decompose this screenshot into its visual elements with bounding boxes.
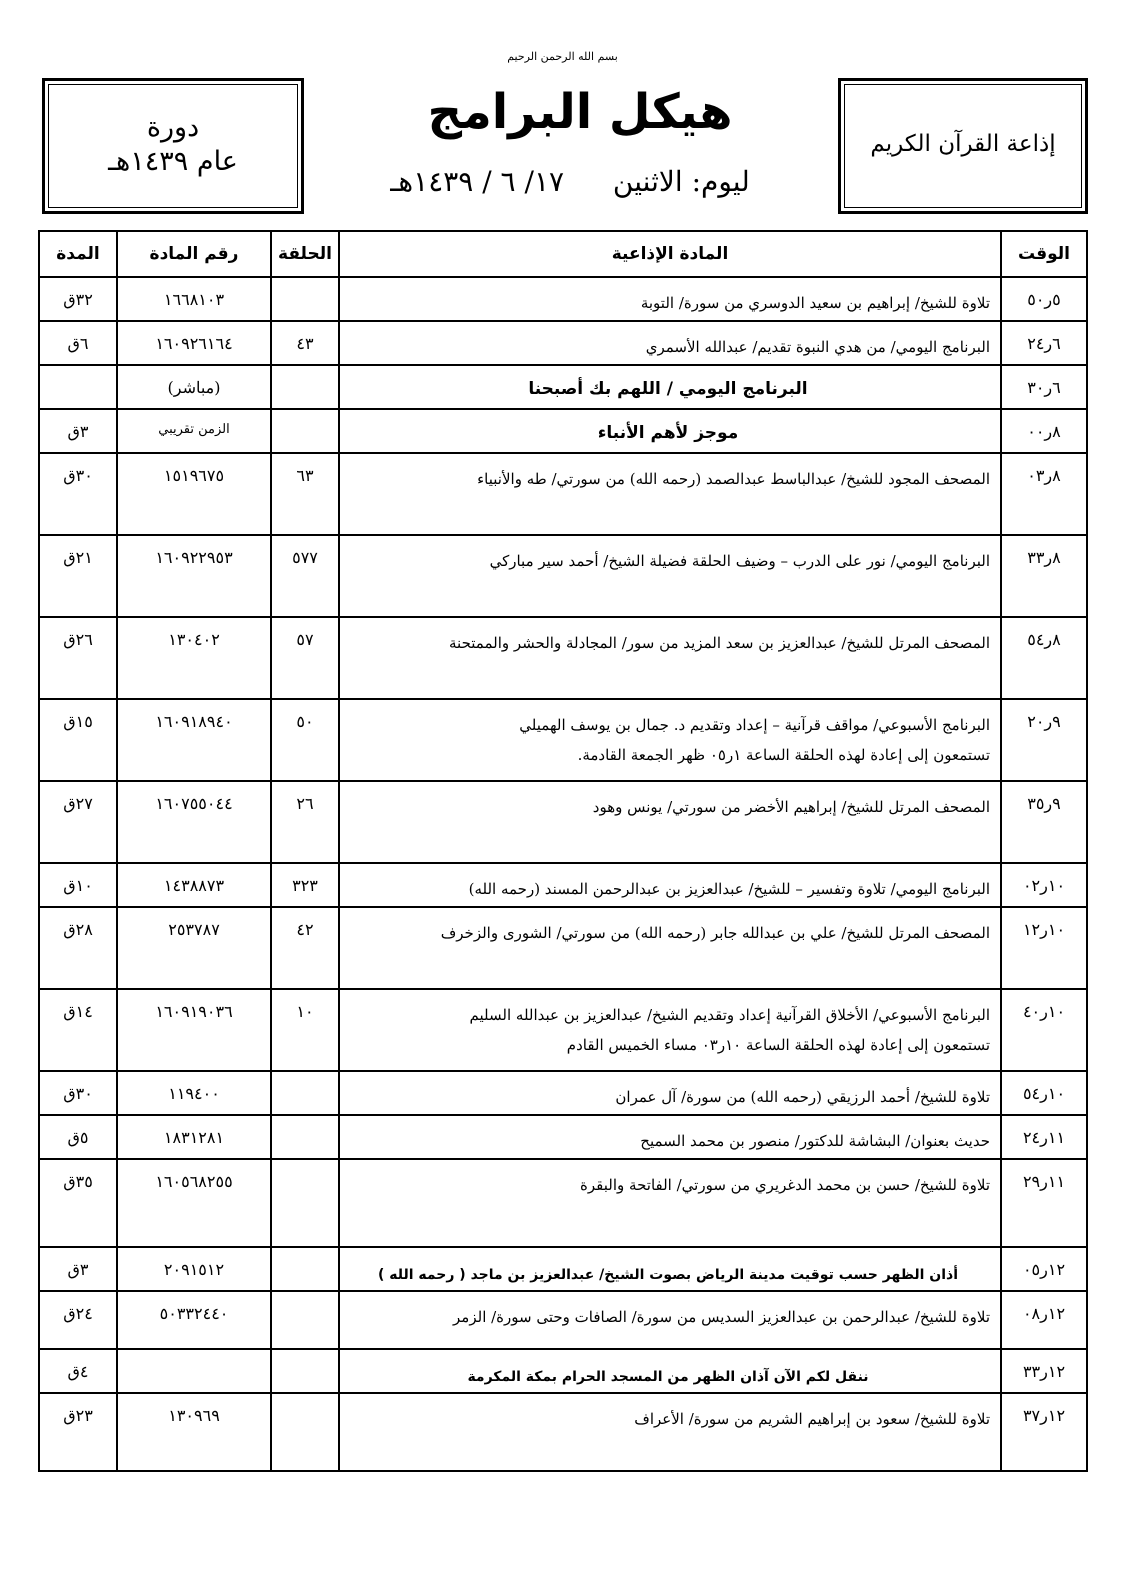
schedule-table [38,230,1088,1472]
row-time: ٥ر٥٠ [1001,277,1087,321]
row-time: ٨ر٥٤ [1001,617,1087,699]
row-material-line: البرنامج الأسبوعي/ الأخلاق القرآنية إعداد وتقديم الشيخ/ عبدالعزيز بن عبدالله السليم [469,1006,990,1024]
row-material: المصحف المرتل للشيخ/ إبراهيم الأخضر من سورتي/ يونس وهود [339,781,1001,863]
row-duration: ٣٥ق [39,1159,117,1247]
row-episode [271,1393,339,1471]
row-time: ٨ر٠٠ [1001,409,1087,453]
row-time: ١٠ر٠٢ [1001,863,1087,907]
row-episode [271,277,339,321]
table-row [39,365,1087,409]
row-material: المصحف المجود للشيخ/ عبدالباسط عبدالصمد (رحمه الله) من سورتي/ طه والأنبياء [339,453,1001,535]
row-time: ١٠ر٤٠ [1001,989,1087,1071]
row-number: ١٤٣٨٨٧٣ [117,863,271,907]
row-episode [271,1349,339,1393]
row-number: ١٦٠٩١٨٩٤٠ [117,699,271,781]
cycle-text [45,111,301,179]
row-number: ١٦٠٩١٩٠٣٦ [117,989,271,1071]
row-duration: ٢١ق [39,535,117,617]
row-episode [271,1159,339,1247]
table-row [39,1247,1087,1291]
row-time: ١١ر٢٩ [1001,1159,1087,1247]
row-duration: ٣٠ق [39,1071,117,1115]
row-episode [271,1071,339,1115]
table-row [39,453,1087,535]
row-episode: ٥٧ [271,617,339,699]
row-duration: ٣٠ق [39,453,117,535]
row-duration: ٢٨ق [39,907,117,989]
row-number: ١١٩٤٠٠ [117,1071,271,1115]
row-material: تلاوة للشيخ/ سعود بن إبراهيم الشريم من سورة/ الأعراف [339,1393,1001,1471]
table-row [39,1291,1087,1349]
table-row [39,409,1087,453]
row-time: ١٢ر٣٧ [1001,1393,1087,1471]
table-header-row [39,231,1087,277]
row-duration: ١٠ق [39,863,117,907]
row-duration: ٣٢ق [39,277,117,321]
row-number: ١٦٠٥٦٨٢٥٥ [117,1159,271,1247]
cycle-line-2: عام ١٤٣٩هـ [108,146,238,177]
row-time: ١١ر٢٤ [1001,1115,1087,1159]
station-box [838,78,1088,214]
row-number: ٥٠٣٣٢٤٤٠ [117,1291,271,1349]
row-number [117,1349,271,1393]
row-number: ٢٥٣٧٨٧ [117,907,271,989]
table-row [39,863,1087,907]
row-duration: ٢٦ق [39,617,117,699]
row-number: (مباشر) [117,365,271,409]
table-row [39,277,1087,321]
row-material: البرنامج اليومي/ تلاوة وتفسير – للشيخ/ عبدالعزيز بن عبدالرحمن المسند (رحمه الله) [339,863,1001,907]
row-duration: ٤ق [39,1349,117,1393]
row-rebroadcast-note: تستمعون إلى إعادة لهذه الحلقة الساعة ١ر٠٥ ظهر الجمعة القادمة. [577,746,990,764]
row-material-line: البرنامج الأسبوعي/ مواقف قرآنية – إعداد وتقديم د. جمال بن يوسف الهميلي [519,716,990,734]
row-rebroadcast-note: تستمعون إلى إعادة لهذه الحلقة الساعة ١٠ر٠٣ مساء الخميس القادم [566,1036,990,1054]
row-material [339,699,1001,781]
row-duration: ٣ق [39,409,117,453]
row-episode: ٥٧٧ [271,535,339,617]
row-material: تلاوة للشيخ/ حسن بن محمد الدغريري من سورتي/ الفاتحة والبقرة [339,1159,1001,1247]
row-time: ٩ر٣٥ [1001,781,1087,863]
day-label: ليوم: الاثنين [612,165,750,198]
row-material: ننقل لكم الآن آذان الظهر من المسجد الحرام بمكة المكرمة [339,1349,1001,1393]
row-duration: ١٤ق [39,989,117,1071]
row-episode: ٦٣ [271,453,339,535]
header-episode: الحلقة [271,231,339,277]
row-time: ١٢ر٠٨ [1001,1291,1087,1349]
header-material: المادة الإذاعية [339,231,1001,277]
row-material: البرنامج اليومي / اللهم بك أصبحنا [339,365,1001,409]
row-time: ٨ر٠٣ [1001,453,1087,535]
row-duration: ٢٣ق [39,1393,117,1471]
row-material: تلاوة للشيخ/ عبدالرحمن بن عبدالعزيز السديس من سورة/ الصافات وحتى سورة/ الزمر [339,1291,1001,1349]
row-number: ١٦٠٩٢٦١٦٤ [117,321,271,365]
date-line [330,165,810,198]
row-material [339,989,1001,1071]
row-material: تلاوة للشيخ/ أحمد الرزيقي (رحمه الله) من سورة/ آل عمران [339,1071,1001,1115]
row-number: ١٣٠٩٦٩ [117,1393,271,1471]
table-row [39,989,1087,1071]
table-row [39,1159,1087,1247]
row-duration [39,365,117,409]
table-row [39,781,1087,863]
page-title: هيكل البرامج [427,84,733,140]
row-material: تلاوة للشيخ/ إبراهيم بن سعيد الدوسري من سورة/ التوبة [339,277,1001,321]
row-duration: ٣ق [39,1247,117,1291]
basmala: بسم الله الرحمن الرحيم [507,50,618,63]
table-row [39,1071,1087,1115]
row-duration: ٢٧ق [39,781,117,863]
row-time: ٨ر٣٣ [1001,535,1087,617]
row-episode [271,365,339,409]
row-material: البرنامج اليومي/ نور على الدرب – وضيف الحلقة فضيلة الشيخ/ أحمد سير مباركي [339,535,1001,617]
row-material: أذان الظهر حسب توقيت مدينة الرياض بصوت الشيخ/ عبدالعزيز بن ماجد ( رحمه الله ) [339,1247,1001,1291]
header-duration: المدة [39,231,117,277]
row-number: ١٣٠٤٠٢ [117,617,271,699]
table-row [39,699,1087,781]
row-episode [271,1115,339,1159]
row-episode: ٥٠ [271,699,339,781]
row-material: حديث بعنوان/ البشاشة للدكتور/ منصور بن محمد السميح [339,1115,1001,1159]
row-duration: ١٥ق [39,699,117,781]
row-time: ١٠ر٥٤ [1001,1071,1087,1115]
row-episode: ٤٢ [271,907,339,989]
row-episode [271,409,339,453]
cycle-box [42,78,304,214]
table-row [39,907,1087,989]
row-number: ١٦٠٩٢٢٩٥٣ [117,535,271,617]
row-number: ١٥١٩٦٧٥ [117,453,271,535]
date-value: ١٧/ ٦ / ١٤٣٩هـ [390,165,565,198]
row-episode: ٤٣ [271,321,339,365]
header-time: الوقت [1001,231,1087,277]
cycle-line-1: دورة [146,112,200,143]
table-row [39,321,1087,365]
row-episode: ١٠ [271,989,339,1071]
row-duration: ٦ق [39,321,117,365]
row-number: ١٦٦٨١٠٣ [117,277,271,321]
row-time: ١٢ر٣٣ [1001,1349,1087,1393]
row-duration: ٢٤ق [39,1291,117,1349]
row-number: ١٦٠٧٥٥٠٤٤ [117,781,271,863]
row-time: ١٠ر١٢ [1001,907,1087,989]
row-number: الزمن تقريبي [117,409,271,453]
row-duration: ٥ق [39,1115,117,1159]
row-number: ١٨٣١٢٨١ [117,1115,271,1159]
table-row [39,617,1087,699]
header-number: رقم المادة [117,231,271,277]
table-row [39,1349,1087,1393]
row-time: ٦ر٢٤ [1001,321,1087,365]
row-time: ٩ر٢٠ [1001,699,1087,781]
row-material: موجز لأهم الأنباء [339,409,1001,453]
row-episode: ٣٢٣ [271,863,339,907]
table-row [39,1115,1087,1159]
row-time: ٦ر٣٠ [1001,365,1087,409]
row-time: ١٢ر٠٥ [1001,1247,1087,1291]
station-name: إذاعة القرآن الكريم [870,131,1056,157]
row-number: ٢٠٩١٥١٢ [117,1247,271,1291]
row-material: المصحف المرتل للشيخ/ عبدالعزيز بن سعد المزيد من سور/ المجادلة والحشر والممتحنة [339,617,1001,699]
row-episode [271,1247,339,1291]
row-episode [271,1291,339,1349]
row-material: المصحف المرتل للشيخ/ علي بن عبدالله جابر (رحمه الله) من سورتي/ الشورى والزخرف [339,907,1001,989]
table-row [39,535,1087,617]
table-row [39,1393,1087,1471]
row-material: البرنامج اليومي/ من هدي النبوة تقديم/ عبدالله الأسمري [339,321,1001,365]
row-episode: ٢٦ [271,781,339,863]
